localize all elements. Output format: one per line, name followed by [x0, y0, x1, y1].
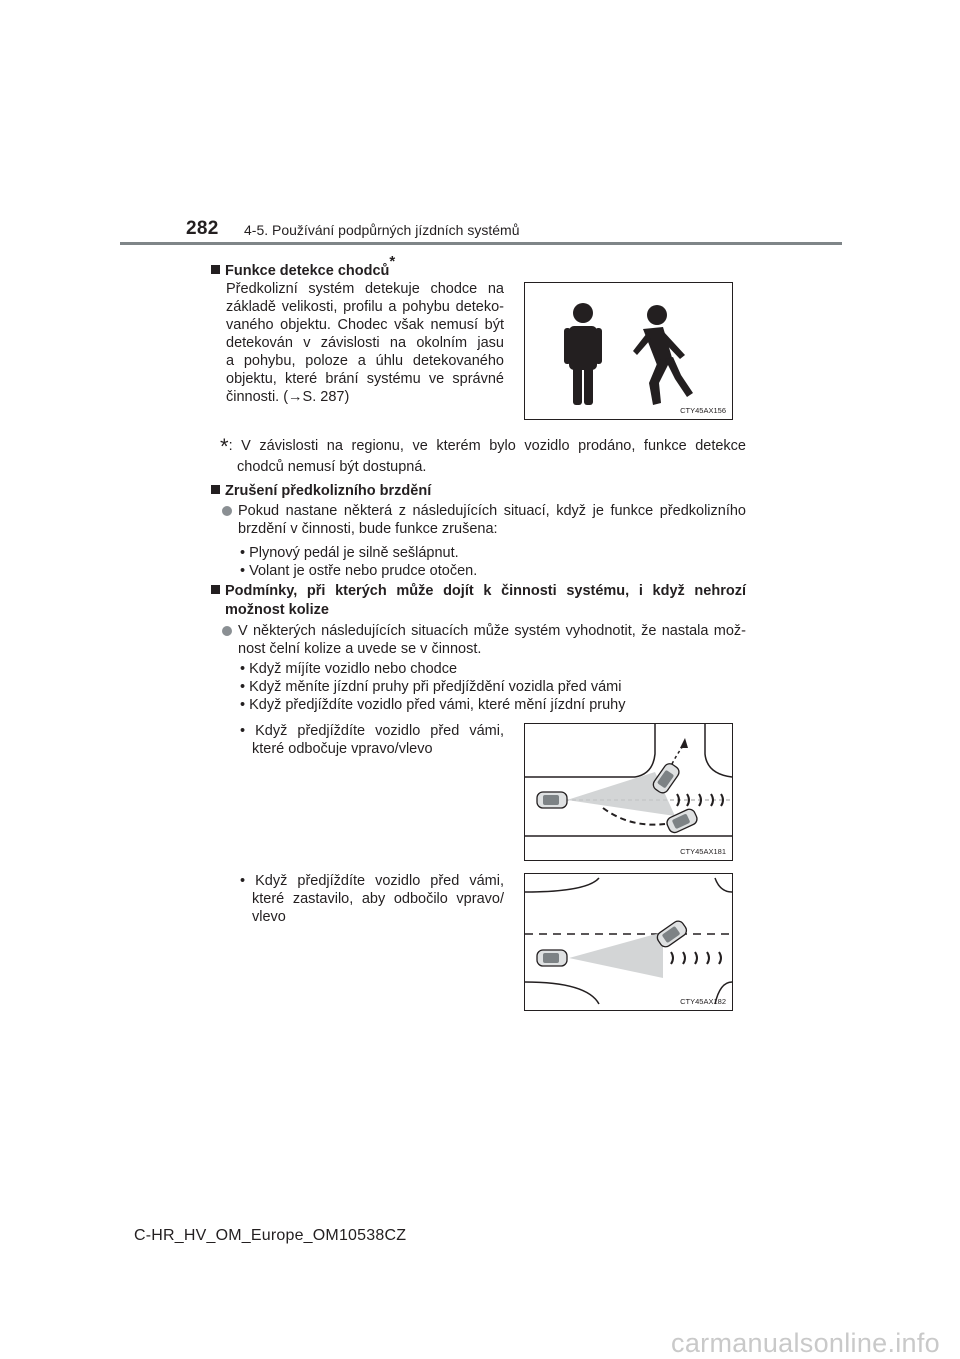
heading-text: Podmínky, při kterých může dojít k činnosti systému, i když nehrozí	[225, 583, 746, 599]
pedestrian-description	[226, 280, 504, 406]
heading-text: Funkce detekce chodců	[225, 262, 390, 279]
list-item: • Volant je ostře nebo prudce otočen.	[240, 563, 478, 579]
figure-turning-vehicle	[524, 723, 733, 861]
header-rule	[120, 242, 842, 245]
figure-pedestrians	[524, 282, 733, 420]
square-bullet-icon	[211, 265, 220, 274]
chapter-title: 4-5. Používání podpůrných jízdních systémů	[244, 222, 520, 238]
text-line: vlevo	[252, 909, 286, 925]
text-line: Předkolizní systém detekuje chodce na	[226, 281, 504, 297]
conditions-point	[222, 622, 746, 658]
text-line: Pokud nastane některá z následujících situací, když je funkce předkolizního	[238, 503, 746, 519]
conditions-list	[240, 660, 625, 714]
text-line: nost čelní kolize a uvede se v činnost.	[238, 641, 482, 657]
list-item: • Když měníte jízdní pruhy při předjíždění vozidla před vámi	[240, 679, 622, 695]
figure-code: CTY45AX182	[680, 997, 726, 1006]
square-bullet-icon	[211, 485, 220, 494]
footnote-asterisk: *	[220, 434, 229, 459]
cancel-list	[240, 544, 477, 580]
list-item: • Když míjíte vozidlo nebo chodce	[240, 661, 458, 677]
heading-text: možnost kolize	[225, 602, 329, 618]
section-heading-conditions	[211, 582, 746, 620]
pedestrian-illustration	[525, 283, 732, 419]
list-item-turning-vehicle	[240, 722, 504, 758]
list-item: • Plynový pedál je silně sešlápnut.	[240, 545, 459, 561]
section-heading-cancel	[211, 482, 431, 501]
text-line: které odbočuje vpravo/vlevo	[252, 741, 433, 757]
square-bullet-icon	[211, 585, 220, 594]
text-line: brzdění v činnosti, bude funkce zrušena:	[238, 521, 498, 537]
circle-bullet-icon	[222, 626, 232, 636]
footnote-marker: *	[389, 253, 396, 270]
figure-stopped-vehicle	[524, 873, 733, 1011]
text-line: které zastavilo, aby odbočilo vpravo/	[252, 891, 504, 907]
watermark: carmanualsonline.info	[671, 1328, 940, 1358]
figure-code: CTY45AX156	[680, 406, 726, 415]
text-line: objektu, které brání systému ve správné	[226, 371, 504, 387]
circle-bullet-icon	[222, 506, 232, 516]
list-item: • Když předjíždíte vozidlo před vámi, které mění jízdní pruhy	[240, 697, 626, 713]
document-code: C-HR_HV_OM_Europe_OM10538CZ	[134, 1227, 407, 1244]
text-line: V některých následujících situacích může systém vyhodnotit, že nastala mož-	[238, 623, 746, 639]
turning-vehicle-illustration	[525, 724, 732, 860]
text-line: detekován v závislosti na okolním jasu	[226, 335, 504, 351]
section-heading-pedestrian	[211, 255, 395, 281]
text-line: a pohybu, poloze a úhlu detekovaného	[226, 353, 504, 369]
text-line: • Když předjíždíte vozidlo před vámi,	[240, 873, 504, 889]
list-item-stopped-vehicle	[240, 872, 504, 926]
page-number: 282	[186, 218, 219, 239]
stopped-vehicle-illustration	[525, 874, 732, 1010]
text-line: základě velikosti, profilu a pohybu deteko-	[226, 299, 504, 315]
footnote	[220, 434, 746, 476]
cancel-point	[222, 502, 746, 538]
heading-text: Zrušení předkolizního brzdění	[225, 483, 432, 499]
footnote-text: : V závislosti na regionu, ve kterém bylo vozidlo prodáno, funkce detekce	[228, 438, 746, 454]
footnote-text: chodců nemusí být dostupná.	[237, 459, 427, 475]
figure-code: CTY45AX181	[680, 847, 726, 856]
text-line: vaného objektu. Chodec však nemusí být	[226, 317, 504, 333]
text-line: činnosti. (→S. 287)	[226, 389, 350, 405]
text-line: • Když předjíždíte vozidlo před vámi,	[240, 723, 504, 739]
